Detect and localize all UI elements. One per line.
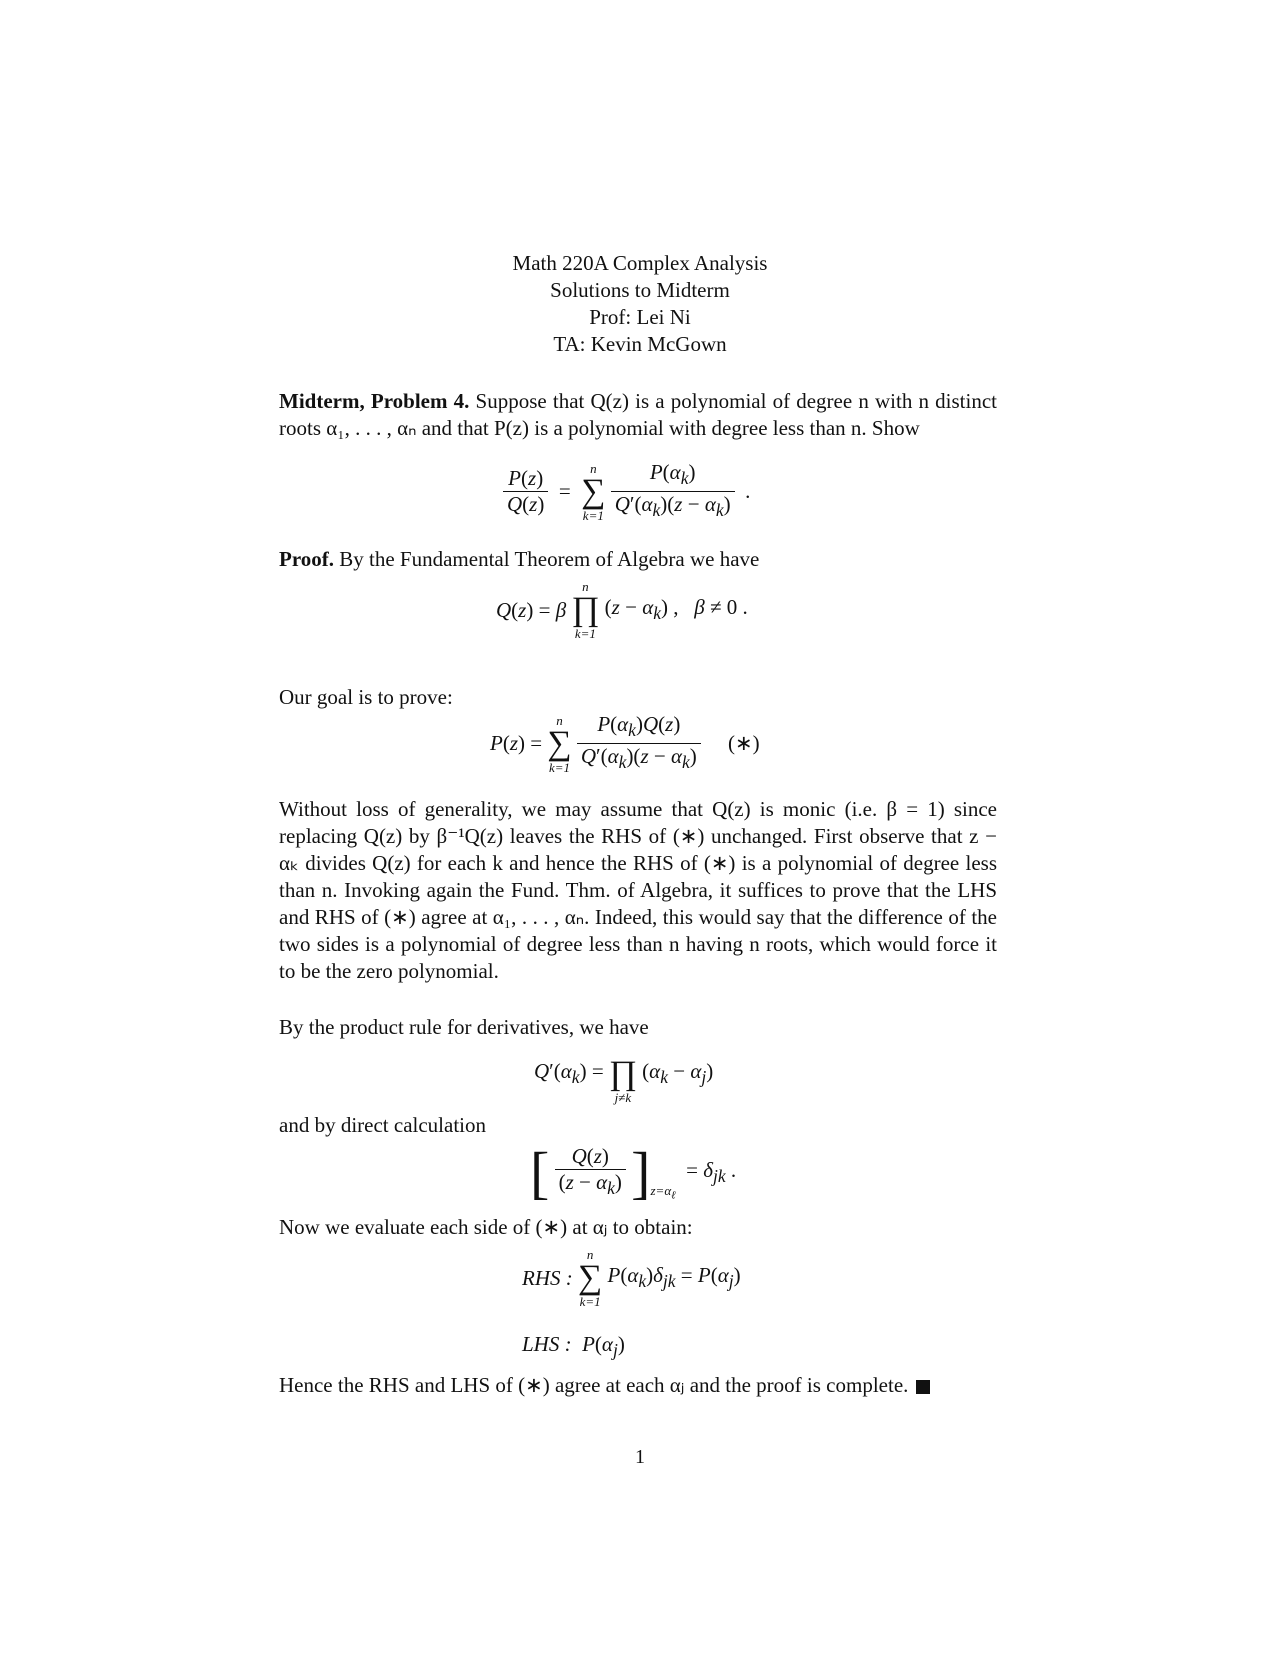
qed-square-icon <box>916 1380 930 1394</box>
document-subtitle: Solutions to Midterm <box>550 278 730 302</box>
professor-line: Prof: Lei Ni <box>589 305 691 329</box>
wlog-paragraph: Without loss of generality, we may assume that Q(z) is monic (i.e. β = 1) since replacing Q(z) by β⁻¹Q(z) leaves the RHS of (∗) unchanged. First observe that z − αₖ divides Q(z) for each k and hence the RHS of (∗) is a polynomial of degree less than n. Invoking again the Fund. Thm. of Algebra, it suffices to prove that the LHS and RHS of (∗) agree at α₁, . . . , αₙ. Indeed, this would say that the difference of the two sides is a polynomial of degree less than n having n roots, which would force it to be the zero polynomial. <box>279 797 997 983</box>
evaluate-text: Now we evaluate each side of (∗) at αⱼ to obtain: <box>279 1215 693 1239</box>
proof-intro <box>279 546 997 573</box>
equation-kronecker: [ $\frac{Q(z)}{(z - \alpha_k)}$ ]$z=\alpha_\ell = \delta_{jk}$ . <box>530 1140 737 1205</box>
equation-partial-fractions: $\frac{P(z)}{Q(z)}$ = n ∑ k=1 $\frac{P(\alpha_k)}{Q'(\alpha_k)(z - \alpha_k)}$ . <box>503 460 750 523</box>
lhs-label: LHS : <box>522 1332 572 1356</box>
goal-text: Our goal is to prove: <box>279 685 453 709</box>
equation-star: P(z) = n ∑ k=1 $\frac{P(\alpha_k)Q(z)}{Q'(\alpha_k)(z - \alpha_k)}$ (∗) <box>490 712 760 775</box>
ta-line: TA: Kevin McGown <box>553 332 727 356</box>
equation-tag: (∗) <box>728 731 760 756</box>
page-number: 1 <box>635 1446 645 1468</box>
conclusion <box>279 1372 997 1399</box>
product-rule-text: By the product rule for derivatives, we have <box>279 1015 649 1039</box>
proof-intro-text: By the Fundamental Theorem of Algebra we have <box>339 547 760 571</box>
equation-lhs: LHS : $P(\alpha_j)$ <box>522 1332 625 1361</box>
course-title: Math 220A Complex Analysis <box>512 251 768 275</box>
problem-statement <box>279 388 997 442</box>
problem-label: Midterm, Problem 4. <box>279 389 470 413</box>
direct-calculation-text: and by direct calculation <box>279 1113 486 1137</box>
conclusion-text: Hence the RHS and LHS of (∗) agree at each αⱼ and the proof is complete. <box>279 1373 909 1397</box>
equation-rhs: RHS : n ∑ k=1 $P(\alpha_k)\delta_{jk} = P(\alpha_j)$ <box>522 1247 741 1309</box>
equation-derivative: $Q'(\alpha_k)$ = ∏ j≠k $(\alpha_k - \alpha_j)$ <box>534 1055 714 1105</box>
proof-label: Proof. <box>279 547 335 571</box>
rhs-label: RHS : <box>522 1265 573 1290</box>
title-block <box>0 250 1280 358</box>
problem-text: Suppose that Q(z) is a polynomial of degree n with n distinct roots α₁, . . . , αₙ and that P(z) is a polynomial with degree less than n. Show <box>279 389 997 440</box>
equation-factorization: Q(z) = β n ∏ k=1 $(z - \alpha_k)$ , β ≠ 0 . <box>496 579 748 641</box>
